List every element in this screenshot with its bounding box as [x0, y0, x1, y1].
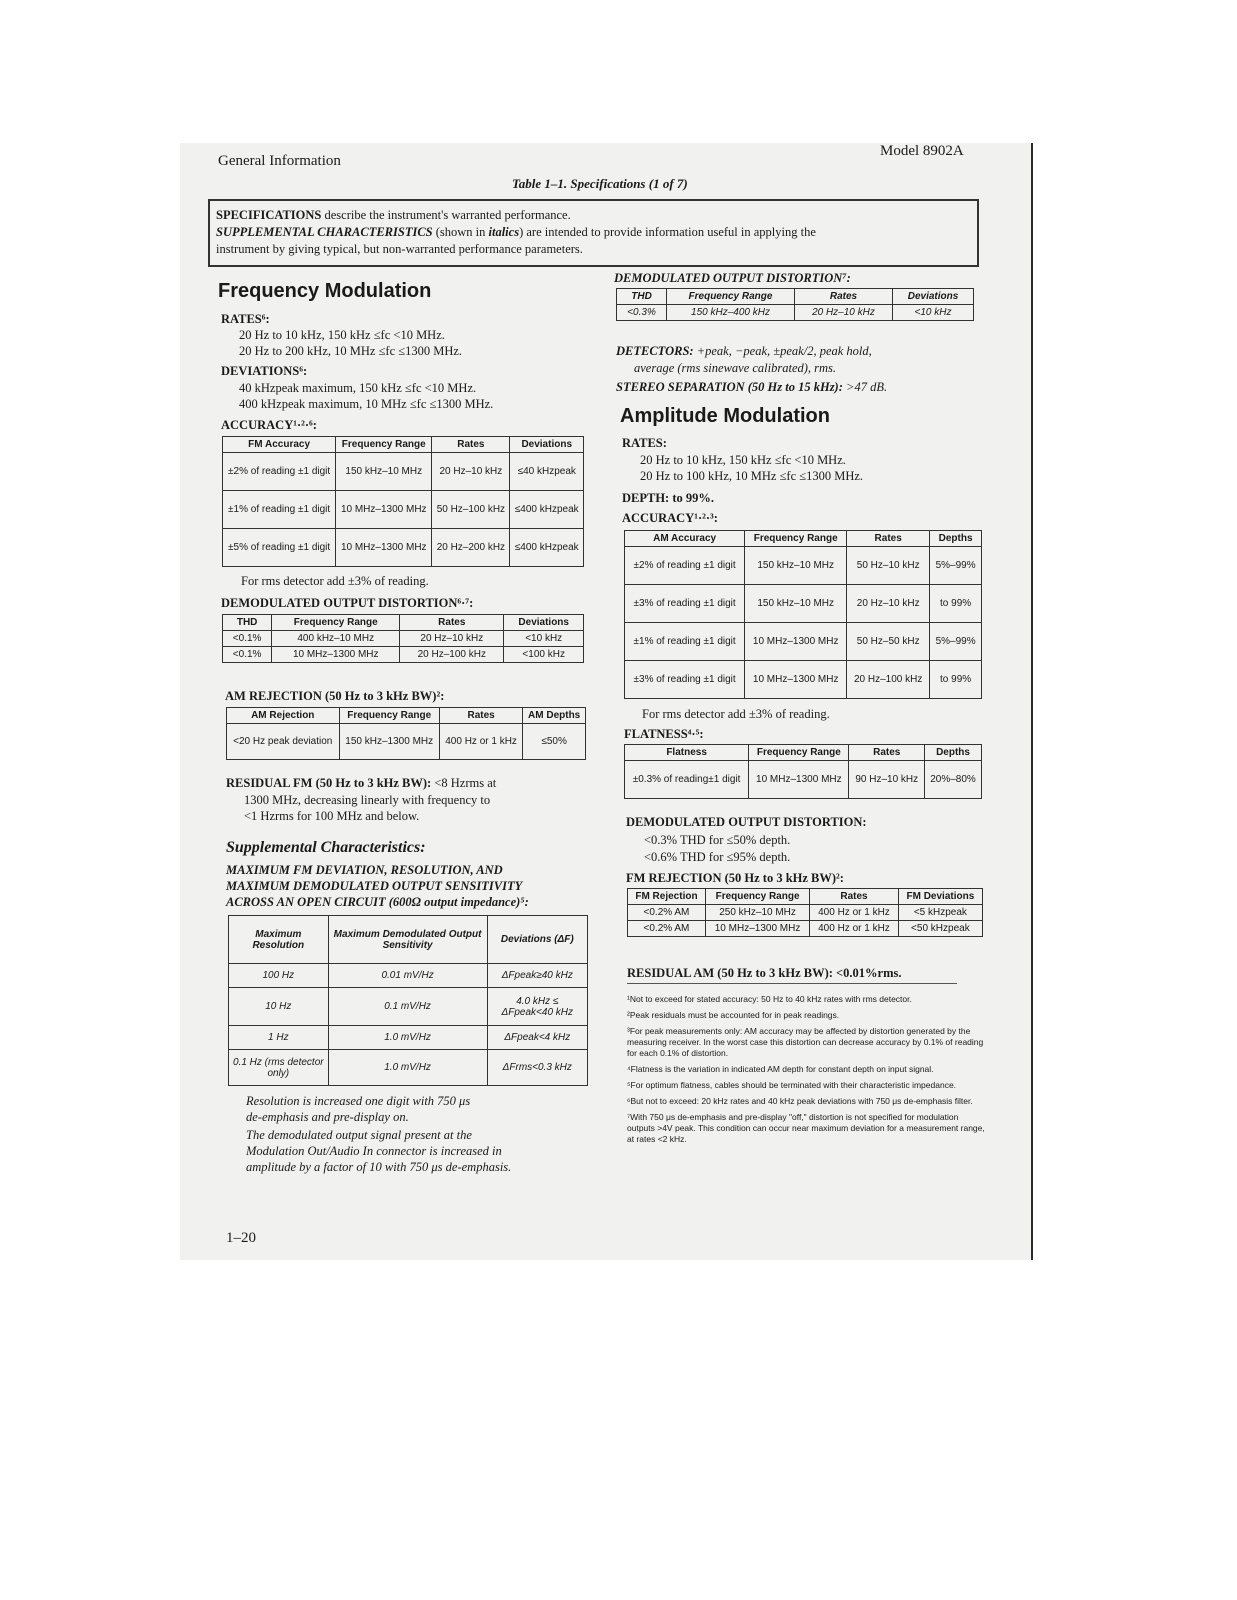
table-row	[625, 761, 982, 799]
table-cell: ±2% of reading ±1 digit	[625, 547, 745, 585]
col-header: FM Deviations	[898, 889, 982, 905]
table-cell: <0.1%	[223, 631, 272, 647]
detectors	[616, 344, 872, 359]
supp-sub-line: MAXIMUM FM DEVIATION, RESOLUTION, AND	[226, 863, 503, 877]
am-dist-1: <0.3% THD for ≤50% depth.	[644, 833, 791, 847]
col-header: FM Accuracy	[223, 437, 336, 453]
footnote: ⁷With 750 μs de-emphasis and pre-display "off," distortion is not specified for modulation outputs >4V peak. This condition can occur near maximum deviation for a measurement range, at rates <2 kHz.	[627, 1112, 985, 1144]
table-cell: ΔFpeak<4 kHz	[487, 1026, 587, 1050]
col-header: Deviations	[510, 437, 584, 453]
table-cell: <0.2% AM	[628, 905, 706, 921]
supp-table	[228, 915, 588, 1086]
table-cell: 5%–99%	[930, 623, 982, 661]
detectors-label: DETECTORS:	[616, 344, 694, 358]
col-header: Deviations	[504, 615, 584, 631]
intro-spec-label: SPECIFICATIONS	[216, 208, 322, 222]
table-cell: ΔFrms<0.3 kHz	[487, 1050, 587, 1086]
fm-dev-2: 400 kHzpeak maximum, 10 MHz ≤fc ≤1300 MHz.	[239, 397, 494, 411]
fm-rejection-table	[627, 888, 983, 937]
col-header: Frequency Range	[667, 289, 795, 305]
am-rates-label: RATES:	[622, 436, 667, 450]
table-cell: 0.1 mV/Hz	[328, 988, 487, 1026]
intro-supp-label: SUPPLEMENTAL CHARACTERISTICS	[216, 225, 433, 239]
footnote: ²Peak residuals must be accounted for in peak readings.	[627, 1010, 840, 1020]
col-header: Rates	[810, 889, 899, 905]
fm-dist-label: DEMODULATED OUTPUT DISTORTION⁶·⁷:	[221, 596, 474, 610]
right-distortion-table	[616, 288, 974, 321]
section-title: General Information	[218, 153, 341, 169]
table-cell: <50 kHzpeak	[898, 921, 982, 937]
col-header: Frequency Range	[745, 531, 847, 547]
col-header: Rates	[439, 708, 522, 724]
residual-fm-line3: <1 Hzrms for 100 MHz and below.	[244, 809, 420, 823]
intro-line2b: ) are intended to provide information useful in applying the	[519, 225, 816, 239]
table-row	[223, 453, 584, 491]
intro-line2a: (shown in	[432, 225, 489, 239]
table-title: Table 1–1. Specifications (1 of 7)	[512, 176, 688, 191]
col-header: Frequency Range	[749, 745, 849, 761]
table-cell: to 99%	[930, 661, 982, 699]
residual-fm-text: <8 Hzrms at	[434, 776, 497, 790]
table-cell: 20 Hz–200 kHz	[432, 529, 510, 567]
table-cell: 150 kHz–400 kHz	[667, 305, 795, 321]
fm-dev-1: 40 kHzpeak maximum, 150 kHz ≤fc <10 MHz.	[239, 381, 477, 395]
table-cell: 10 MHz–1300 MHz	[336, 491, 432, 529]
table-cell: ±3% of reading ±1 digit	[625, 585, 745, 623]
table-cell: 150 kHz–10 MHz	[745, 585, 847, 623]
am-rms-note: For rms detector add ±3% of reading.	[642, 707, 830, 721]
supp-note1	[246, 1093, 470, 1125]
supp-sub-line: ACROSS AN OPEN CIRCUIT (600Ω output impedance)⁵:	[226, 895, 529, 909]
fm-rates-2: 20 Hz to 200 kHz, 10 MHz ≤fc ≤1300 MHz.	[239, 344, 463, 358]
fm-rejection-label: FM REJECTION (50 Hz to 3 kHz BW)²:	[626, 871, 844, 885]
table-cell: ΔFpeak≥40 kHz	[487, 964, 587, 988]
table-cell: 10 MHz–1300 MHz	[705, 921, 809, 937]
footnote: ⁵For optimum flatness, cables should be terminated with their characteristic impedance.	[627, 1080, 957, 1090]
am-dist-2: <0.6% THD for ≤95% depth.	[644, 850, 791, 864]
table-row	[223, 631, 584, 647]
table-cell: 10 MHz–1300 MHz	[745, 623, 847, 661]
note-line: Modulation Out/Audio In connector is increased in	[246, 1144, 502, 1158]
supp-note2	[246, 1127, 511, 1175]
table-row	[625, 623, 982, 661]
table-cell: 10 Hz	[229, 988, 329, 1026]
table-cell: 0.1 Hz (rms detector only)	[229, 1050, 329, 1086]
table-cell: 1 Hz	[229, 1026, 329, 1050]
table-cell: 10 MHz–1300 MHz	[336, 529, 432, 567]
model-number: Model 8902A	[880, 143, 964, 159]
col-header: FM Rejection	[628, 889, 706, 905]
page-number: 1–20	[226, 1230, 256, 1246]
table-row	[223, 529, 584, 567]
table-row	[625, 585, 982, 623]
table-row	[625, 547, 982, 585]
table-row	[227, 724, 586, 760]
table-cell: 10 MHz–1300 MHz	[272, 647, 400, 663]
table-cell: ±2% of reading ±1 digit	[223, 453, 336, 491]
fm-acc-label: ACCURACY¹·²·⁶:	[221, 418, 317, 432]
table-cell: 20 Hz–100 kHz	[847, 661, 930, 699]
fm-accuracy-table	[222, 436, 584, 567]
col-header: THD	[617, 289, 667, 305]
footnotes	[627, 994, 985, 1145]
col-header: Deviations (ΔF)	[487, 916, 587, 964]
note-line: amplitude by a factor of 10 with 750 μs de-emphasis.	[246, 1160, 512, 1174]
fm-rms-note: For rms detector add ±3% of reading.	[241, 574, 429, 588]
intro-italics-word: italics	[488, 225, 520, 239]
table-cell: <5 kHzpeak	[898, 905, 982, 921]
col-header: Flatness	[625, 745, 749, 761]
table-cell: to 99%	[930, 585, 982, 623]
col-header: Rates	[794, 289, 892, 305]
fm-rates-1: 20 Hz to 10 kHz, 150 kHz ≤fc <10 MHz.	[239, 328, 445, 342]
table-cell: <0.2% AM	[628, 921, 706, 937]
table-cell: 5%–99%	[930, 547, 982, 585]
table-row	[229, 964, 588, 988]
detectors-text: +peak, −peak, ±peak/2, peak hold,	[693, 344, 872, 358]
table-cell: 100 Hz	[229, 964, 329, 988]
flatness-table	[624, 744, 982, 799]
col-header: Rates	[400, 615, 504, 631]
table-cell: 10 MHz–1300 MHz	[745, 661, 847, 699]
footnote: ¹Not to exceed for stated accuracy: 50 Hz to 40 kHz rates with rms detector.	[627, 994, 912, 1004]
col-header: Maximum Resolution	[229, 916, 329, 964]
footnote: ⁴Flatness is the variation in indicated AM depth for constant depth on input signal.	[627, 1064, 934, 1074]
table-cell: 20 Hz–10 kHz	[400, 631, 504, 647]
col-header: Depths	[930, 531, 982, 547]
residual-am: RESIDUAL AM (50 Hz to 3 kHz BW): <0.01%rms.	[627, 966, 957, 984]
table-cell: ≤50%	[523, 724, 586, 760]
intro-box	[208, 199, 979, 267]
am-rates-1: 20 Hz to 10 kHz, 150 kHz ≤fc <10 MHz.	[640, 453, 846, 467]
am-heading: Amplitude Modulation	[620, 405, 830, 427]
footnote: ⁶But not to exceed: 20 kHz rates and 40 kHz peak deviations with 750 μs de-emphasis filter.	[627, 1096, 973, 1106]
table-cell: 250 kHz–10 MHz	[705, 905, 809, 921]
am-acc-label: ACCURACY¹·²·³:	[622, 511, 718, 525]
fm-heading: Frequency Modulation	[218, 280, 432, 302]
col-header: AM Accuracy	[625, 531, 745, 547]
col-header: Frequency Range	[272, 615, 400, 631]
table-row	[628, 905, 983, 921]
table-row	[229, 1050, 588, 1086]
flatness-label: FLATNESS⁴·⁵:	[624, 727, 704, 741]
table-cell: 400 Hz or 1 kHz	[810, 905, 899, 921]
fm-rates-label: RATES⁶:	[221, 312, 270, 326]
table-cell: 50 Hz–50 kHz	[847, 623, 930, 661]
col-header: Depths	[925, 745, 982, 761]
table-cell: 150 kHz–10 MHz	[336, 453, 432, 491]
table-cell: 20 Hz–10 kHz	[794, 305, 892, 321]
am-depth: DEPTH: to 99%.	[622, 491, 715, 505]
stereo-label: STEREO SEPARATION (50 Hz to 15 kHz):	[616, 380, 843, 394]
col-header: Rates	[432, 437, 510, 453]
table-cell: 20%–80%	[925, 761, 982, 799]
table-cell: ±1% of reading ±1 digit	[625, 623, 745, 661]
table-cell: ≤400 kHzpeak	[510, 529, 584, 567]
am-rejection-table	[226, 707, 586, 760]
residual-fm-label: RESIDUAL FM (50 Hz to 3 kHz BW):	[226, 776, 432, 790]
table-cell: <20 Hz peak deviation	[227, 724, 340, 760]
table-row	[628, 921, 983, 937]
page-edge-line	[1031, 143, 1033, 1260]
col-header: Frequency Range	[705, 889, 809, 905]
col-header: Frequency Range	[339, 708, 439, 724]
am-accuracy-table	[624, 530, 982, 699]
table-cell: 1.0 mV/Hz	[328, 1026, 487, 1050]
note-line: de-emphasis and pre-display on.	[246, 1110, 409, 1124]
table-cell: ±0.3% of reading±1 digit	[625, 761, 749, 799]
table-cell: 400 Hz or 1 kHz	[810, 921, 899, 937]
table-row	[223, 647, 584, 663]
col-header: AM Depths	[523, 708, 586, 724]
stereo-separation	[616, 380, 887, 395]
note-line: The demodulated output signal present at the	[246, 1128, 472, 1142]
table-cell: <100 kHz	[504, 647, 584, 663]
table-cell: 20 Hz–100 kHz	[400, 647, 504, 663]
table-cell: 50 Hz–10 kHz	[847, 547, 930, 585]
col-header: THD	[223, 615, 272, 631]
col-header: Deviations	[893, 289, 974, 305]
table-cell: 150 kHz–1300 MHz	[339, 724, 439, 760]
table-row	[223, 491, 584, 529]
table-cell: ≤400 kHzpeak	[510, 491, 584, 529]
footnote: ³For peak measurements only: AM accuracy may be affected by distortion generated by the measuring receiver. In the worst case this distortion can decrease accuracy by 0.1% of reading for each 0.1% of distortion.	[627, 1026, 984, 1058]
supp-heading: Supplemental Characteristics:	[226, 839, 426, 856]
col-header: AM Rejection	[227, 708, 340, 724]
residual-fm-line2: 1300 MHz, decreasing linearly with frequency to	[244, 793, 491, 807]
table-cell: ±5% of reading ±1 digit	[223, 529, 336, 567]
note-line: Resolution is increased one digit with 750 μs	[246, 1094, 471, 1108]
table-cell: 4.0 kHz ≤ ΔFpeak<40 kHz	[487, 988, 587, 1026]
col-header: Rates	[849, 745, 925, 761]
table-cell: 90 Hz–10 kHz	[849, 761, 925, 799]
table-cell: <10 kHz	[504, 631, 584, 647]
table-cell: <0.1%	[223, 647, 272, 663]
supp-subheading	[226, 862, 529, 910]
table-cell: 50 Hz–100 kHz	[432, 491, 510, 529]
stereo-value: >47 dB.	[842, 380, 888, 394]
table-row	[229, 1026, 588, 1050]
table-cell: ≤40 kHzpeak	[510, 453, 584, 491]
am-dist-label: DEMODULATED OUTPUT DISTORTION:	[626, 815, 867, 829]
am-rates-2: 20 Hz to 100 kHz, 10 MHz ≤fc ≤1300 MHz.	[640, 469, 864, 483]
table-cell: 20 Hz–10 kHz	[432, 453, 510, 491]
fm-distortion-table	[222, 614, 584, 663]
table-row	[625, 661, 982, 699]
table-row	[617, 305, 974, 321]
table-cell: ±1% of reading ±1 digit	[223, 491, 336, 529]
fm-dev-label: DEVIATIONS⁶:	[221, 364, 308, 378]
table-cell: 400 Hz or 1 kHz	[439, 724, 522, 760]
table-cell: <0.3%	[617, 305, 667, 321]
intro-line1: describe the instrument's warranted performance.	[321, 208, 571, 222]
am-rejection-label: AM REJECTION (50 Hz to 3 kHz BW)²:	[225, 689, 445, 703]
intro-line3: instrument by giving typical, but non-warranted performance parameters.	[216, 242, 583, 256]
table-cell: 1.0 mV/Hz	[328, 1050, 487, 1086]
table-cell: 20 Hz–10 kHz	[847, 585, 930, 623]
table-cell: 0.01 mV/Hz	[328, 964, 487, 988]
table-cell: 10 MHz–1300 MHz	[749, 761, 849, 799]
table-cell: ±3% of reading ±1 digit	[625, 661, 745, 699]
col-header: Maximum Demodulated Output Sensitivity	[328, 916, 487, 964]
col-header: Frequency Range	[336, 437, 432, 453]
table-cell: 400 kHz–10 MHz	[272, 631, 400, 647]
detectors-line2: average (rms sinewave calibrated), rms.	[634, 361, 837, 375]
col-header: Rates	[847, 531, 930, 547]
table-cell: <10 kHz	[893, 305, 974, 321]
residual-fm	[226, 776, 496, 791]
table-row	[229, 988, 588, 1026]
right-dist-label: DEMODULATED OUTPUT DISTORTION⁷:	[614, 271, 851, 285]
supp-sub-line: MAXIMUM DEMODULATED OUTPUT SENSITIVITY	[226, 879, 523, 893]
table-cell: 150 kHz–10 MHz	[745, 547, 847, 585]
